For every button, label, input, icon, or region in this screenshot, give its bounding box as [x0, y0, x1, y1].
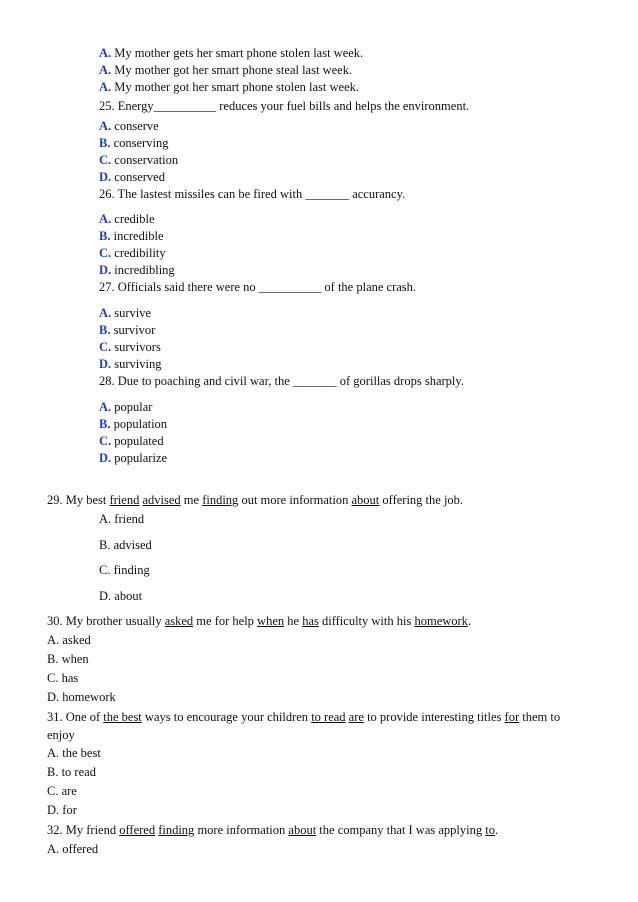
question-stem: 28. Due to poaching and civil war, the _______ of gorillas drops sharply.	[99, 374, 464, 388]
option-line: C. survivors	[99, 340, 161, 354]
option-line: B. when	[47, 652, 89, 666]
option-line: B. survivor	[99, 323, 156, 337]
option-line: A. asked	[47, 633, 91, 647]
question-stem: 30. My brother usually asked me for help when he has difficulty with his homework.	[47, 614, 472, 628]
question-stem: 27. Officials said there were no __________ of the plane crash.	[99, 280, 417, 294]
option-line: B. to read	[47, 765, 96, 779]
option-line: A. friend	[99, 512, 145, 526]
question-stem: 32. My friend offered finding more information about the company that I was applying to.	[47, 823, 499, 837]
option-line: B. advised	[99, 538, 152, 552]
option-line: C. credibility	[99, 246, 166, 260]
option-line: C. are	[47, 784, 77, 798]
option-line: A. My mother got her smart phone stolen last week.	[99, 80, 360, 94]
option-line: B. incredible	[99, 229, 164, 243]
option-line: C. has	[47, 671, 79, 685]
option-line: D. about	[99, 589, 143, 603]
question-stem-continued: enjoy	[47, 728, 75, 742]
option-line: B. population	[99, 417, 168, 431]
option-line: A. popular	[99, 400, 153, 414]
option-line: A. credible	[99, 212, 155, 226]
option-line: D. popularize	[99, 451, 168, 465]
question-stem: 29. My best friend advised me finding out more information about offering the job.	[47, 493, 464, 507]
option-line: B. conserving	[99, 136, 169, 150]
question-stem: 31. One of the best ways to encourage your children to read are to provide interesting titles for them to	[47, 710, 561, 724]
option-line: D. incredibling	[99, 263, 175, 277]
option-line: C. conservation	[99, 153, 179, 167]
option-line: D. for	[47, 803, 77, 817]
question-stem: 25. Energy__________ reduces your fuel bills and helps the environment.	[99, 99, 470, 113]
option-line: C. finding	[99, 563, 150, 577]
option-line: A. My mother gets her smart phone stolen last week.	[99, 46, 364, 60]
option-line: D. homework	[47, 690, 116, 704]
option-line: D. conserved	[99, 170, 165, 184]
question-stem: 26. The lastest missiles can be fired with _______ accurancy.	[99, 187, 406, 201]
option-line: A. offered	[47, 842, 99, 856]
option-line: A. conserve	[99, 119, 159, 133]
option-line: A. the best	[47, 746, 101, 760]
option-line: A. My mother got her smart phone steal last week.	[99, 63, 353, 77]
option-line: D. surviving	[99, 357, 162, 371]
option-line: C. populated	[99, 434, 164, 448]
option-line: A. survive	[99, 306, 152, 320]
